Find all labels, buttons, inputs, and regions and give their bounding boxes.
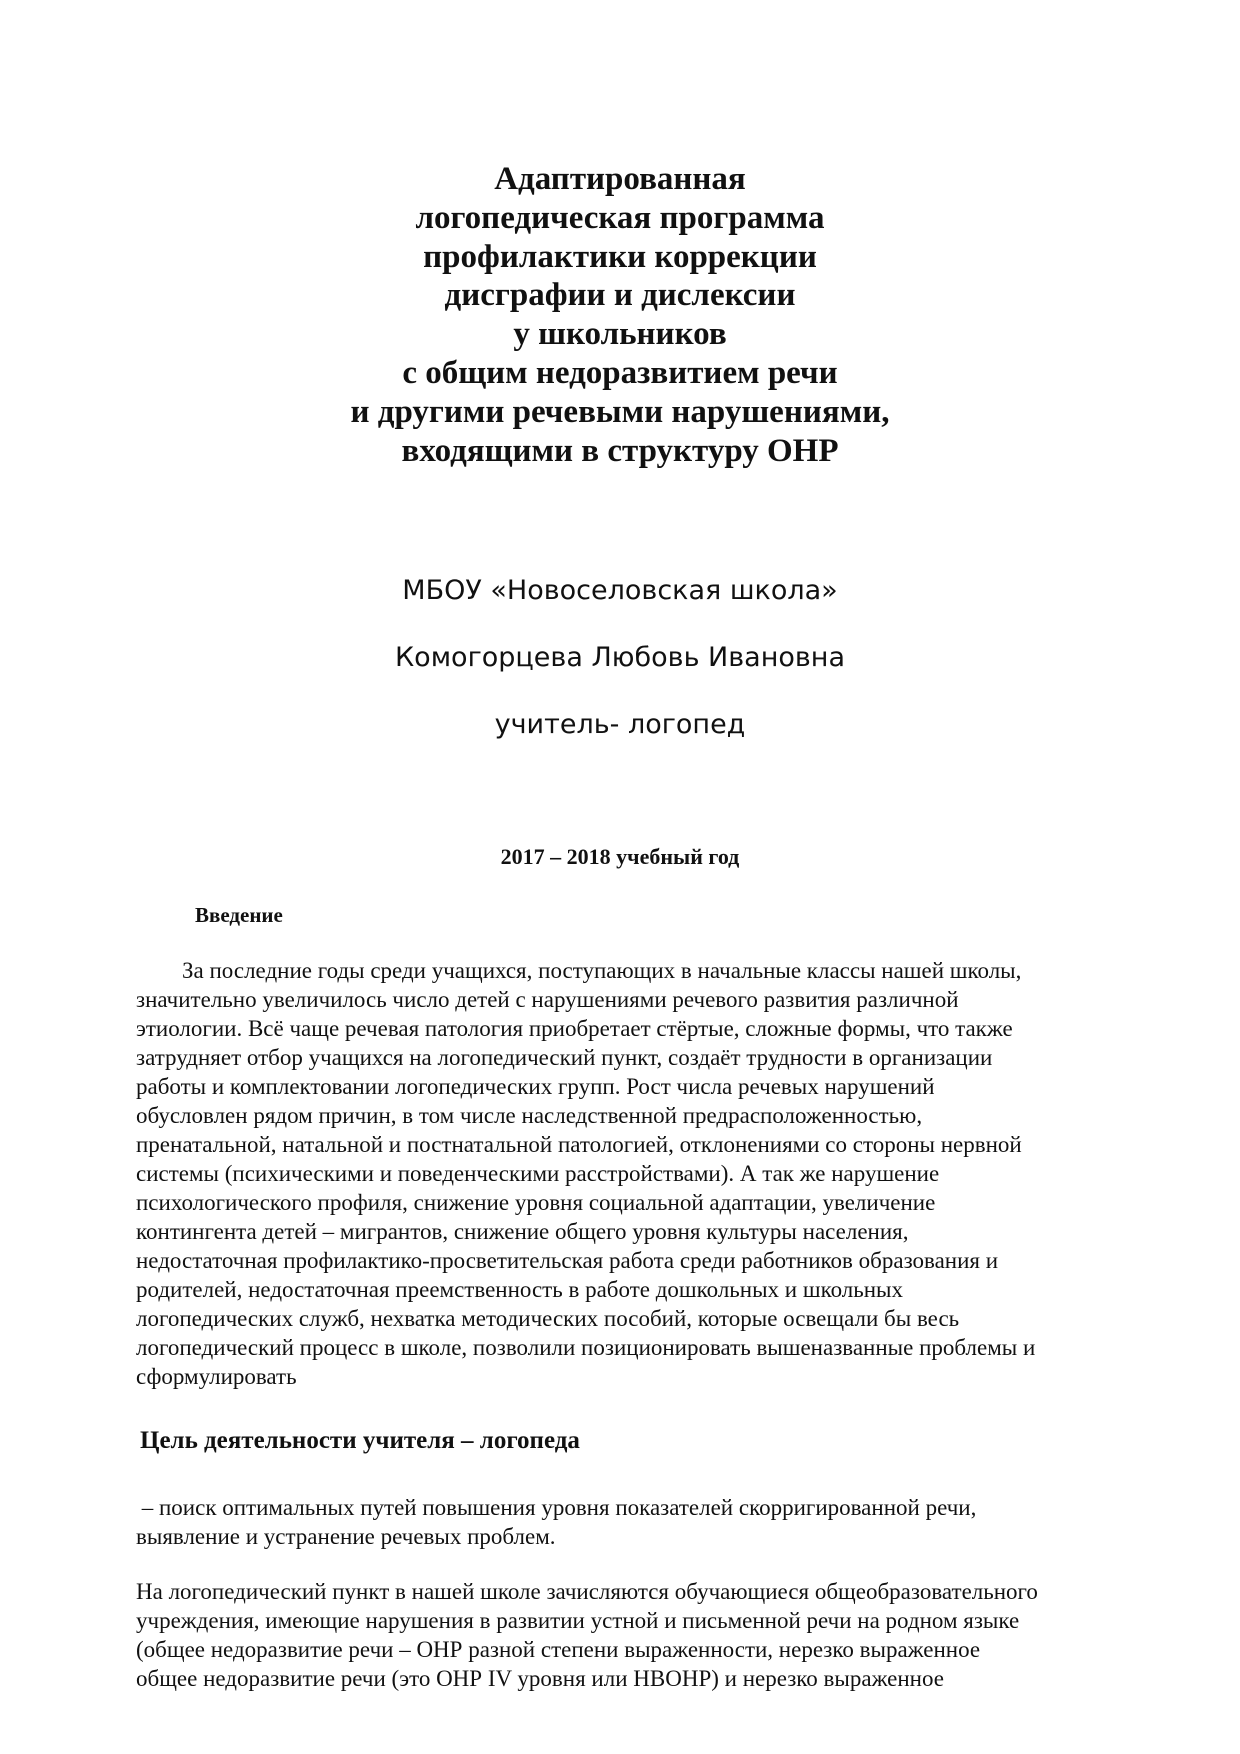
intro-line: пренатальной, натальной и постнатальной патологией, отклонениями со стороны нервной bbox=[136, 1132, 1022, 1157]
intro-line: контингента детей – мигрантов, снижение общего уровня культуры населения, bbox=[136, 1219, 909, 1244]
title-line: Адаптированная bbox=[494, 161, 746, 197]
title-line: профилактики коррекции bbox=[423, 238, 817, 275]
goal-heading: Цель деятельности учителя – логопеда bbox=[140, 1427, 580, 1454]
intro-line: значительно увеличилось число детей с нарушениями речевого развития различной bbox=[136, 987, 959, 1012]
title-line: входящими в структуру ОНР bbox=[401, 432, 839, 469]
goal-paragraph bbox=[136, 1493, 1146, 1551]
intro-line: обусловлен рядом причин, в том числе наследственной предрасположенностью, bbox=[136, 1103, 923, 1128]
intro-line: этиологии. Всё чаще речевая патология приобретает стёртые, сложные формы, что также bbox=[136, 1016, 1013, 1041]
intro-line: родителей, недостаточная преемственность в работе дошкольных и школьных bbox=[136, 1277, 903, 1302]
enrollment-line: учреждения, имеющие нарушения в развитии устной и письменной речи на родном языке bbox=[136, 1608, 1020, 1633]
intro-line: затрудняет отбор учащихся на логопедический пункт, создаёт трудности в организации bbox=[136, 1045, 993, 1070]
author-position: учитель- логопед bbox=[494, 709, 746, 740]
program-title bbox=[250, 160, 990, 470]
intro-heading: Введение bbox=[195, 903, 283, 927]
title-line: логопедическая программа bbox=[415, 199, 825, 236]
title-line: и другими речевыми нарушениями, bbox=[350, 393, 890, 430]
intro-line: логопедических служб, нехватка методических пособий, которые освещали бы весь bbox=[136, 1306, 960, 1331]
intro-line: За последние годы среди учащихся, поступающих в начальные классы нашей школы, bbox=[136, 958, 1022, 983]
academic-year: 2017 – 2018 учебный год bbox=[500, 844, 740, 869]
school-name: МБОУ «Новоселовская школа» bbox=[402, 575, 838, 606]
intro-line: системы (психическими и поведенческими расстройствами). А так же нарушение bbox=[136, 1161, 940, 1186]
intro-paragraph bbox=[136, 956, 1146, 1391]
intro-line: логопедический процесс в школе, позволили позиционировать вышеназванные проблемы и bbox=[136, 1335, 1036, 1360]
goal-line: – поиск оптимальных путей повышения уровня показателей скорригированной речи, bbox=[136, 1495, 977, 1520]
intro-line: психологического профиля, снижение уровня социальной адаптации, увеличение bbox=[136, 1190, 936, 1215]
enrollment-line: На логопедический пункт в нашей школе зачисляются обучающиеся общеобразовательного bbox=[136, 1579, 1038, 1604]
goal-line: выявление и устранение речевых проблем. bbox=[136, 1524, 556, 1549]
intro-line: работы и комплектовании логопедических групп. Рост числа речевых нарушений bbox=[136, 1074, 935, 1099]
author-name: Комогорцева Любовь Ивановна bbox=[395, 642, 845, 673]
title-line: с общим недоразвитием речи bbox=[402, 354, 838, 391]
enrollment-line: общее недоразвитие речи (это ОНР IV уровня или НВОНР) и нерезко выраженное bbox=[136, 1666, 944, 1691]
title-line: дисграфии и дислексии bbox=[444, 277, 796, 314]
enrollment-paragraph bbox=[136, 1577, 1146, 1693]
title-line: у школьников bbox=[513, 316, 727, 353]
intro-line: недостаточная профилактико-просветительская работа среди работников образования и bbox=[136, 1248, 999, 1273]
intro-line: сформулировать bbox=[136, 1364, 297, 1389]
enrollment-line: (общее недоразвитие речи – ОНР разной степени выраженности, нерезко выраженное bbox=[136, 1637, 981, 1662]
